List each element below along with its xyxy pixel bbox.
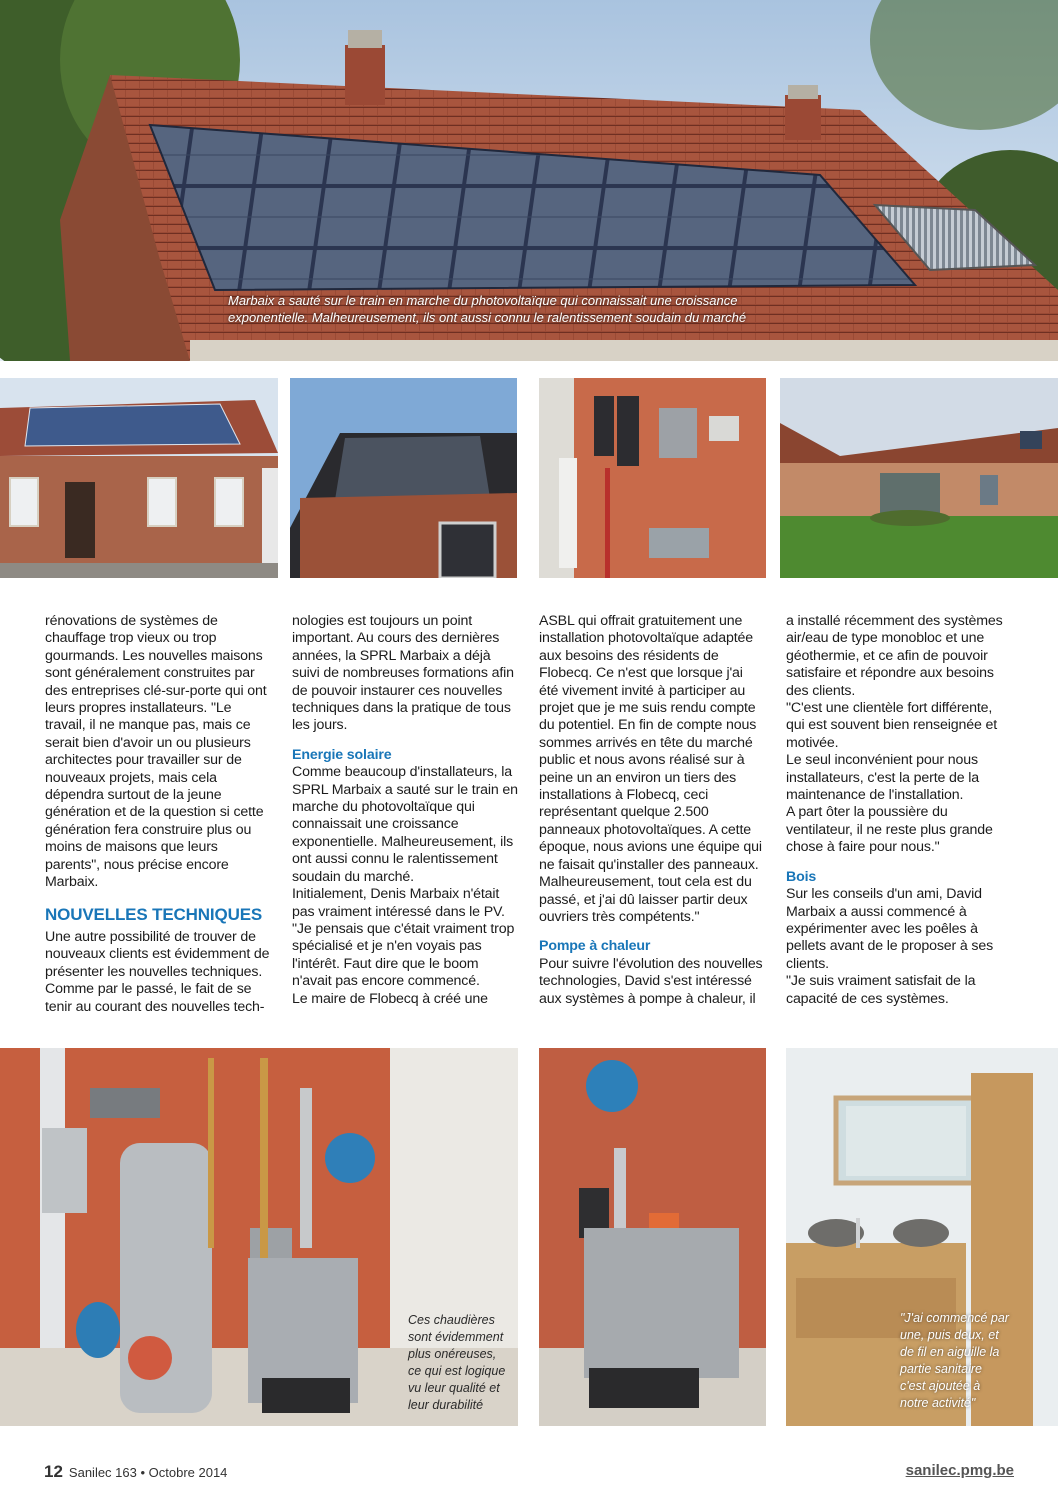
paragraph: Une autre possibilité de trouver de nouveaux clients est évidemment de présenter les nouvelles techniques. Comme par le passé, le fait de se tenir au courant des nouvelles tech- [45,928,270,1015]
photo-farmhouse-lawn [780,378,1058,578]
paragraph: A part ôter la poussière du ventilateur, il ne reste plus grande chose à faire pour nous." [786,804,993,856]
text-column-1 [45,613,270,1016]
paragraph: Le maire de Flobecq à créé une [292,990,488,1007]
text-column-3 [539,613,764,1008]
photo-brick-house-solar [0,378,278,578]
paragraph: Le seul inconvénient pour nous installateurs, c'est la perte de la maintenance de l'installation. [786,752,980,804]
paragraph: Comme beaucoup d'installateurs, la SPRL Marbaix a sauté sur le train en marche du photovoltaïque qui connaissait une croissance exponentielle. Malheureusement, ils ont aussi connu le ralentissement soudain du marché. [292,764,518,885]
photo-inverter-wall [539,378,766,578]
section-heading-nouvelles-techniques: NOUVELLES TECHNIQUES [45,904,263,924]
caption-boiler-room: Ces chaudières sont évidemment plus onéreuses, ce qui est logique vu leur qualité et leur durabilité [408,1313,506,1412]
paragraph: rénovations de systèmes de chauffage trop vieux ou trop gourmands. Les nouvelles maisons sont généralement construites par des entreprises clé-sur-porte qui ont leurs propres installateurs. "Le travail, il ne manque pas, mais ce serait bien d'avoir un ou plusieurs architectes pour travailler sur de nouveaux projets, mais cela dépendra surtout de la jeune génération et de la question si cette génération fera construire plus ou moins de maisons que leurs parents", nous précise encore Marbaix. [45,613,267,891]
paragraph: Sur les conseils d'un ami, David Marbaix a aussi commencé à expérimenter avec les poêles à pellets avant de le proposer à ses clients. [786,886,994,972]
website-link[interactable]: sanilec.pmg.be [905,1462,1014,1479]
paragraph: "C'est une clientèle fort différente, qui est souvent bien renseignée et motivée. [786,700,998,751]
hero-caption: Marbaix a sauté sur le train en marche du photovoltaïque qui connaissait une croissance exponentielle. Malheureusement, ils ont aussi connu le ralentissement soudain du marché [228,293,747,325]
issue-label: Sanilec 163 • Octobre 2014 [68,1465,228,1480]
paragraph: nologies est toujours un point important. Au cours des dernières années, la SPRL Marbaix a déjà suivi de nombreuses formations afin de pouvoir instaurer ces nouvelles techniques dans la pratique de tous les jours. [292,613,514,734]
page-number: 12 [44,1462,63,1481]
photo-thermal-collector-roof [290,378,517,578]
text-column-2 [292,613,518,1008]
section-heading-energie-solaire: Energie solaire [292,746,392,763]
paragraph: Initialement, Denis Marbaix n'était pas vraiment intéressé dans le PV. "Je pensais que c'était vraiment trop spécialisé et je n'en voyais pas l'intérêt. Faut dire que le boom n'avait pas encore commencé. [292,886,515,990]
text-column-4 [786,613,1008,1008]
photo-compact-boiler [539,1048,766,1426]
caption-bathroom: "J'ai commencé par une, puis deux, et de fil en aiguille la partie sanitaire c'est ajoutée à notre activité" [900,1311,1009,1410]
section-heading-bois: Bois [786,868,817,885]
paragraph: "Je suis vraiment satisfait de la capacité de ces systèmes. [786,973,976,1007]
paragraph: a installé récemment des systèmes air/eau de type monobloc et une géothermie, et ce afin de pouvoir satisfaire et répondre aux besoins des clients. [786,613,1003,699]
footer-issue-info [44,1462,227,1482]
paragraph: Pour suivre l'évolution des nouvelles technologies, David s'est intéressé aux systèmes à pompe à chaleur, il [539,955,763,1007]
section-heading-pompe-a-chaleur: Pompe à chaleur [539,938,651,955]
paragraph: ASBL qui offrait gratuitement une installation photovoltaïque adaptée aux besoins des résidents de Flobecq. Ce n'est que lorsque j'ai été vivement invité à participer au projet que je me suis rendu compte du potentiel. En fin de compte nous sommes arrivés en tête du marché public et nous avons réalisé sur à peine un an environ un tiers des installations à Flobecq, ceci représentant quelque 2.500 panneaux photovoltaïques. A cette époque, nous avions une équipe qui ne faisait qu'installer des panneaux. Malheureusement, tout cela est du passé, et j'ai dû laisser partir deux ouvriers très compétents." [539,613,762,925]
